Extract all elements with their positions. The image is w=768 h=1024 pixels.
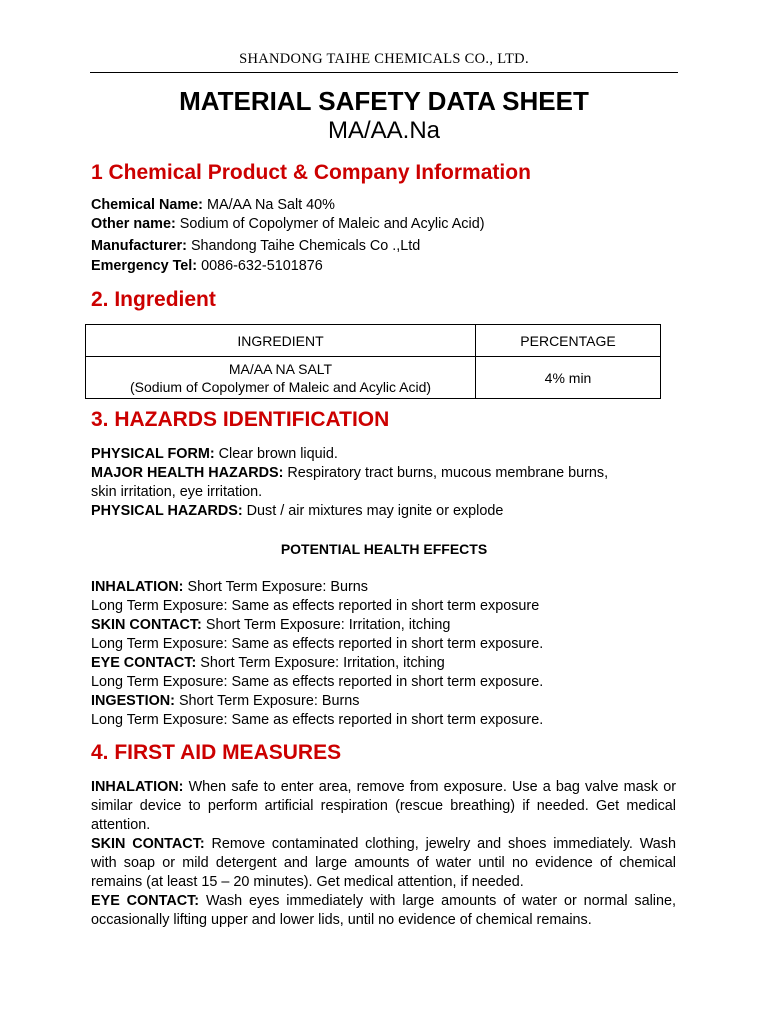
skin-contact-effect-value: Short Term Exposure: Irritation, itching bbox=[201, 617, 451, 633]
first-aid-skin-contact-label: SKIN CONTACT: bbox=[91, 836, 205, 852]
eye-contact-effect-value: Short Term Exposure: Irritation, itching bbox=[196, 655, 445, 671]
physical-form-line bbox=[91, 446, 338, 462]
emergency-tel-value: 0086-632-5101876 bbox=[197, 258, 323, 274]
document-subtitle: MA/AA.Na bbox=[327, 117, 441, 144]
section-2-heading: 2. Ingredient bbox=[91, 288, 216, 311]
first-aid-inhalation-label: INHALATION: bbox=[91, 779, 184, 795]
eye-contact-effect-line bbox=[91, 655, 445, 671]
first-aid-inhalation bbox=[91, 778, 676, 835]
first-aid-eye-contact-text: Wash eyes immediately with large amounts of water or normal saline, occasionally lifting upper and lower lids, until no evidence of chemical remains. bbox=[91, 893, 677, 928]
first-aid-inhalation-text: When safe to enter area, remove from exposure. Use a bag valve mask or similar device to perform artificial respiration (rescue breathing) if needed. Get medical attention. bbox=[91, 779, 676, 833]
section-3-heading: 3. HAZARDS IDENTIFICATION bbox=[91, 408, 390, 431]
emergency-tel-line bbox=[91, 258, 323, 274]
ingredient-cell bbox=[86, 357, 476, 399]
percentage-cell: 4% min bbox=[476, 357, 661, 399]
header-rule bbox=[90, 72, 678, 73]
physical-hazards-label: PHYSICAL HAZARDS: bbox=[91, 503, 243, 519]
section-1-heading: 1 Chemical Product & Company Information bbox=[91, 161, 531, 184]
major-health-hazards-continued: skin irritation, eye irritation. bbox=[91, 484, 263, 500]
major-health-hazards-value: Respiratory tract burns, mucous membrane burns, bbox=[283, 465, 609, 481]
major-health-hazards-label: MAJOR HEALTH HAZARDS: bbox=[91, 465, 284, 481]
skin-contact-effect-label: SKIN CONTACT: bbox=[91, 617, 202, 633]
ingredient-table-header bbox=[86, 325, 661, 357]
first-aid-eye-contact bbox=[91, 892, 676, 930]
ingredient-column-header: INGREDIENT bbox=[86, 325, 476, 357]
section-4-heading: 4. FIRST AID MEASURES bbox=[91, 741, 342, 764]
eye-contact-effect-label: EYE CONTACT: bbox=[91, 655, 197, 671]
inhalation-effect-line bbox=[91, 579, 368, 595]
ingestion-effect-line bbox=[91, 693, 359, 709]
ingredient-table bbox=[85, 324, 661, 399]
inhalation-long-term: Long Term Exposure: Same as effects reported in short term exposure bbox=[91, 598, 540, 614]
ingredient-description: (Sodium of Copolymer of Maleic and Acylic Acid) bbox=[129, 378, 432, 395]
manufacturer-label: Manufacturer: bbox=[91, 238, 187, 254]
chemical-name-line bbox=[91, 197, 335, 213]
manufacturer-value: Shandong Taihe Chemicals Co .,Ltd bbox=[186, 238, 421, 254]
other-name-line bbox=[91, 216, 485, 232]
ingestion-long-term: Long Term Exposure: Same as effects reported in short term exposure. bbox=[91, 712, 544, 728]
physical-form-label: PHYSICAL FORM: bbox=[91, 446, 215, 462]
skin-contact-long-term: Long Term Exposure: Same as effects reported in short term exposure. bbox=[91, 636, 544, 652]
emergency-tel-label: Emergency Tel: bbox=[91, 258, 198, 274]
ingestion-effect-value: Short Term Exposure: Burns bbox=[174, 693, 360, 709]
major-health-hazards-line bbox=[91, 465, 608, 481]
first-aid-skin-contact bbox=[91, 835, 676, 892]
other-name-value: Sodium of Copolymer of Maleic and Acylic Acid) bbox=[175, 216, 485, 232]
company-name: SHANDONG TAIHE CHEMICALS CO., LTD. bbox=[239, 51, 529, 67]
eye-contact-long-term: Long Term Exposure: Same as effects reported in short term exposure. bbox=[91, 674, 544, 690]
potential-health-effects-title: POTENTIAL HEALTH EFFECTS bbox=[280, 541, 488, 557]
manufacturer-line bbox=[91, 238, 420, 254]
physical-form-value: Clear brown liquid. bbox=[214, 446, 338, 462]
skin-contact-effect-line bbox=[91, 617, 450, 633]
first-aid-skin-contact-text: Remove contaminated clothing, jewelry and shoes immediately. Wash with soap or mild detergent and large amounts of water until no evidence of chemical remains (at least 15 – 20 minutes). Get medical attention, if needed. bbox=[91, 836, 677, 890]
inhalation-effect-label: INHALATION: bbox=[91, 579, 184, 595]
first-aid-eye-contact-label: EYE CONTACT: bbox=[91, 893, 200, 909]
percentage-column-header: PERCENTAGE bbox=[476, 325, 661, 357]
inhalation-effect-value: Short Term Exposure: Burns bbox=[183, 579, 368, 595]
ingestion-effect-label: INGESTION: bbox=[91, 693, 175, 709]
chemical-name-label: Chemical Name: bbox=[91, 197, 203, 213]
physical-hazards-value: Dust / air mixtures may ignite or explode bbox=[242, 503, 504, 519]
ingredient-name: MA/AA NA SALT bbox=[228, 360, 333, 377]
document-title: MATERIAL SAFETY DATA SHEET bbox=[179, 86, 589, 116]
other-name-label: Other name: bbox=[91, 216, 176, 232]
table-row bbox=[86, 357, 661, 399]
chemical-name-value: MA/AA Na Salt 40% bbox=[202, 197, 335, 213]
physical-hazards-line bbox=[91, 503, 503, 519]
